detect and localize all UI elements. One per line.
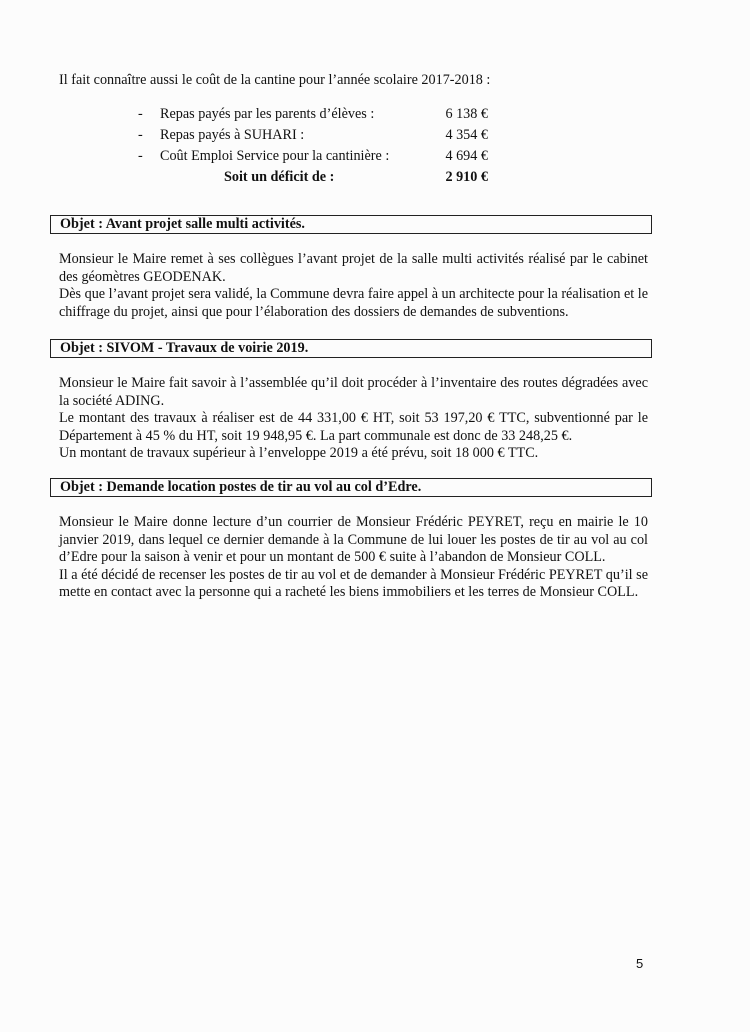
section-body — [59, 514, 648, 602]
deficit-row — [0, 169, 750, 190]
section-body — [59, 251, 648, 321]
cost-amount: 4 354 € — [445, 127, 488, 143]
list-dash: - — [138, 148, 143, 164]
paragraph: Monsieur le Maire donne lecture d’un courrier de Monsieur Frédéric PEYRET, reçu en mairie le 10 janvier 2019, dans lequel ce dernier demande à la Commune de lui louer les postes de tir au vol au col d’Edre pour la saison à venir et pour un montant de 500 € suite à l’abandon de Monsieur COLL. — [59, 514, 648, 565]
section-title-box: Objet : Demande location postes de tir au vol au col d’Edre. — [50, 478, 652, 497]
cost-amount: 6 138 € — [445, 106, 488, 122]
cost-label: Repas payés à SUHARI : — [160, 127, 305, 143]
cost-item — [0, 106, 750, 127]
list-dash: - — [138, 127, 143, 143]
section-body — [59, 375, 648, 463]
section-title-box: Objet : Avant projet salle multi activités. — [50, 215, 652, 234]
paragraph: Monsieur le Maire fait savoir à l’assemblée qu’il doit procéder à l’inventaire des routes dégradées avec la société ADING. — [59, 375, 648, 409]
deficit-amount: 2 910 € — [445, 169, 488, 185]
paragraph: Un montant de travaux supérieur à l’enveloppe 2019 a été prévu, soit 18 000 € TTC. — [59, 445, 539, 461]
paragraph: Il a été décidé de recenser les postes de tir au vol et de demander à Monsieur Frédéric PEYRET qu’il se mette en contact avec la personne qui a racheté les biens immobiliers et les terres de Monsieur COLL. — [59, 566, 648, 600]
intro-text: Il fait connaître aussi le coût de la cantine pour l’année scolaire 2017-2018 : — [59, 72, 491, 88]
section-title-box: Objet : SIVOM - Travaux de voirie 2019. — [50, 339, 652, 358]
cost-label: Repas payés par les parents d’élèves : — [160, 106, 375, 122]
deficit-label: Soit un déficit de : — [224, 169, 335, 185]
cost-item — [0, 127, 750, 148]
paragraph: Le montant des travaux à réaliser est de 44 331,00 € HT, soit 53 197,20 € TTC, subventionné par le Département à 45 % du HT, soit 19 948,95 €. La part communale est donc de 33 248,25 €. — [59, 410, 648, 444]
cost-list — [0, 106, 750, 190]
list-dash: - — [138, 106, 143, 122]
paragraph: Dès que l’avant projet sera validé, la Commune devra faire appel à un architecte pour la réalisation et le chiffrage du projet, ainsi que pour l’élaboration des dossiers de demandes de subventions. — [59, 286, 648, 320]
cost-item — [0, 148, 750, 169]
cost-amount: 4 694 € — [445, 148, 488, 164]
cost-label: Coût Emploi Service pour la cantinière : — [160, 148, 390, 164]
paragraph: Monsieur le Maire remet à ses collègues l’avant projet de la salle multi activités réalisé par le cabinet des géomètres GEODENAK. — [59, 251, 648, 285]
page-number: 5 — [636, 956, 644, 971]
